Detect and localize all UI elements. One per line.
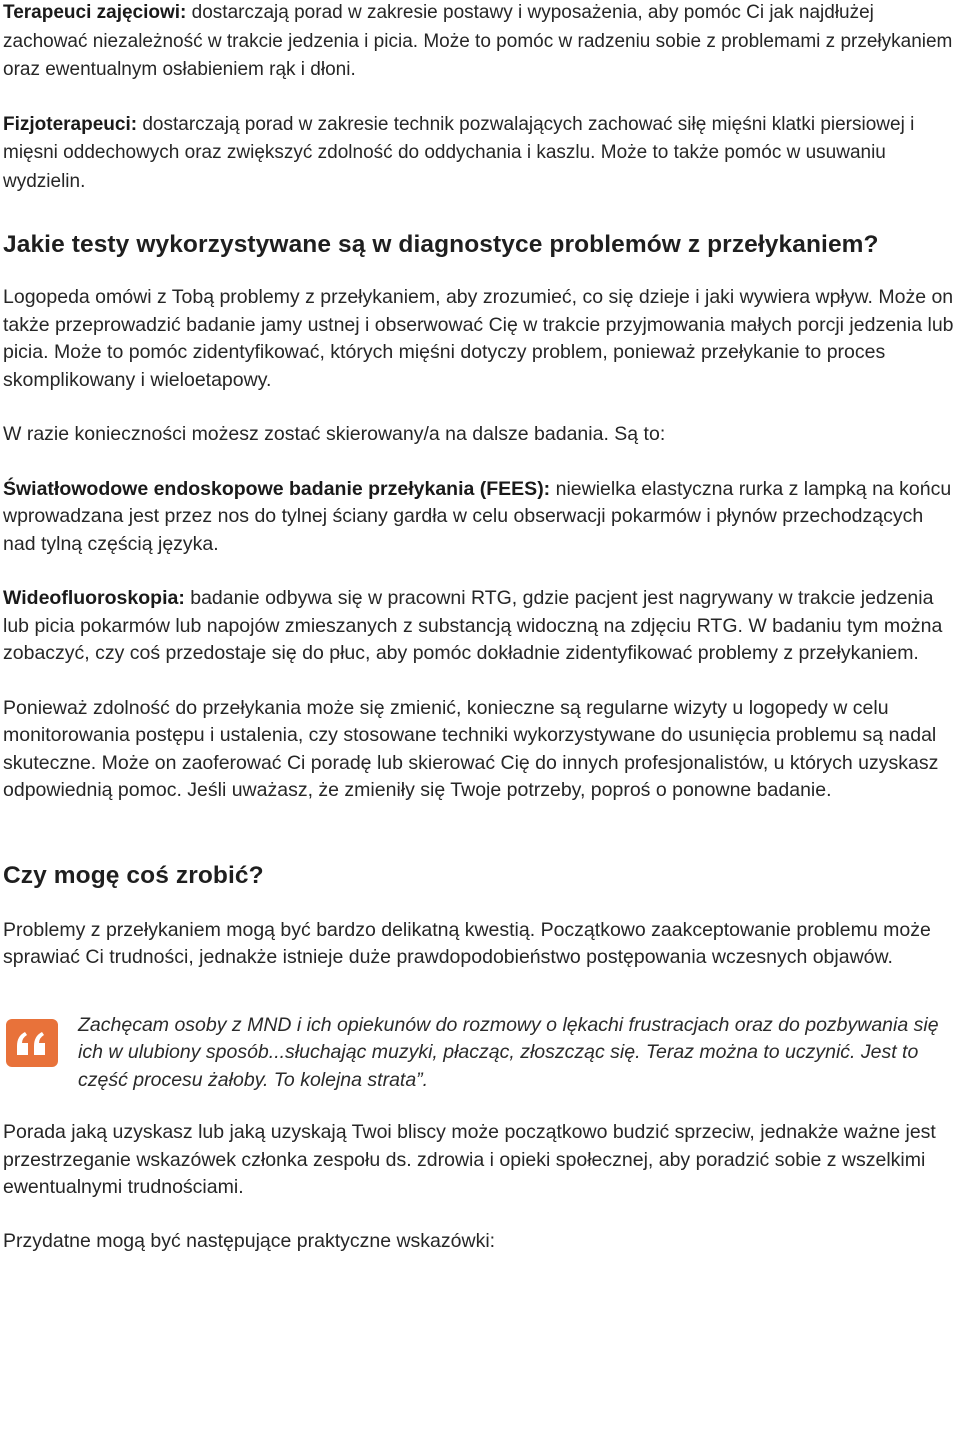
paragraph-videofluoroscopy xyxy=(3,585,958,668)
paragraph-text: dostarczają porad w zakresie postawy i wyposażenia, aby pomóc Ci jak najdłużej zachować niezależność w trakcie jedzenia i picia. Może to pomóc w radzeniu sobie z problemami z przełykaniem oraz ewentualnym osłabieniem rąk i dłoni. xyxy=(3,2,953,80)
paragraph-speech-therapist: Logopeda omówi z Tobą problemy z przełykaniem, aby zrozumieć, co się dzieje i jaki wywiera wpływ. Może on także przeprowadzić badanie jamy ustnej i obserwować Cię w trakcie przyjmowania małych porcji jedzenia lub picia. Może to pomóc zidentyfikować, których mięśni dotyczy problem, ponieważ przełykanie to proces skomplikowany i wieloetapowy. xyxy=(3,286,954,391)
paragraph-text: badanie odbywa się w pracowni RTG, gdzie pacjent jest nagrywany w trakcie jedzenia lub picia pokarmów lub napojów zmieszanych z substancją widoczną na zdjęciu RTG. W badaniu tym można zobaczyć, czy coś przedostaje się do płuc, aby pomóc dokładnie zidentyfikować problemy z przełykaniem. xyxy=(3,587,943,664)
paragraph-text: niewielka elastyczna rurka z lampką na końcu wprowadzana jest przez nos do tylnej ściany gardła w celu obserwacji pokarmów i płynów przechodzących nad tylną częścią języka. xyxy=(3,477,952,555)
paragraph-text: dostarczają porad w zakresie technik pozwalających zachować siłę mięśni klatki piersiowej i mięsni oddechowych oraz zwiększyć zdolność do oddychania i kaszlu. Może to także pomóc w usuwaniu wydzielin. xyxy=(3,113,915,192)
paragraph-title: Wideofluoroskopia: xyxy=(3,587,185,609)
paragraph-further-tests: W razie konieczności możesz zostać skierowany/a na dalsze badania. Są to: xyxy=(3,423,666,445)
paragraph-physiotherapists xyxy=(3,111,958,197)
quote-text: Zachęcam osoby z MND i ich opiekunów do rozmowy o lękachi frustracjach oraz do pozbywania się ich w ulubiony sposób...słuchając muzyki, płacząc, złoszcząc się. Teraz można to uczynić. Jest to część procesu żałoby. To kolejna strata”. xyxy=(78,1013,939,1091)
heading-tests: Jakie testy wykorzystywane są w diagnostyce problemów z przełykaniem? xyxy=(3,231,879,258)
paragraph-advice: Porada jaką uzyskasz lub jaką uzyskają Twoi bliscy może początkowo budzić sprzeciw, jednakże ważne jest przestrzeganie wskazówek członka zespołu ds. zdrowia i opieki społecznej, aby poradzić sobie z wszelkimi ewentualnymi trudnościami. xyxy=(3,1121,936,1198)
paragraph-occupational-therapists xyxy=(3,0,958,85)
quote-block xyxy=(3,1012,958,1095)
paragraph-title: Terapeuci zajęciowi: xyxy=(3,2,187,23)
paragraph-practical-tips: Przydatne mogą być następujące praktyczne wskazówki: xyxy=(3,1229,496,1252)
paragraph-regular-visits: Ponieważ zdolność do przełykania może się zmienić, konieczne są regularne wizyty u logopedy w celu monitorowania postępu i ustalenia, czy stosowane techniki wykorzystywane do usunięcia problemu są nadal skuteczne. Może on zaoferować Ci poradę lub skierować Cię do innych profesjonalistów, u których uzyskasz odpowiednią pomoc. Jeśli uważasz, że zmieniły się Twoje potrzeby, poproś o ponowne badanie. xyxy=(3,696,939,801)
heading-can-i-do: Czy mogę coś zrobić? xyxy=(3,861,264,889)
quote-icon xyxy=(6,1019,58,1067)
document-page xyxy=(3,0,958,1255)
paragraph-title: Fizjoterapeuci: xyxy=(3,113,138,135)
quote-mark-icon xyxy=(6,1019,58,1067)
paragraph-title: Światłowodowe endoskopowe badanie przełykania (FEES): xyxy=(3,477,551,500)
paragraph-fees xyxy=(3,476,958,559)
paragraph-sensitive-issue: Problemy z przełykaniem mogą być bardzo delikatną kwestią. Początkowo zaakceptowanie problemu może sprawiać Ci trudności, jednakże istnieje duże prawdopodobieństwo postępowania wczesnych objawów. xyxy=(3,918,931,968)
